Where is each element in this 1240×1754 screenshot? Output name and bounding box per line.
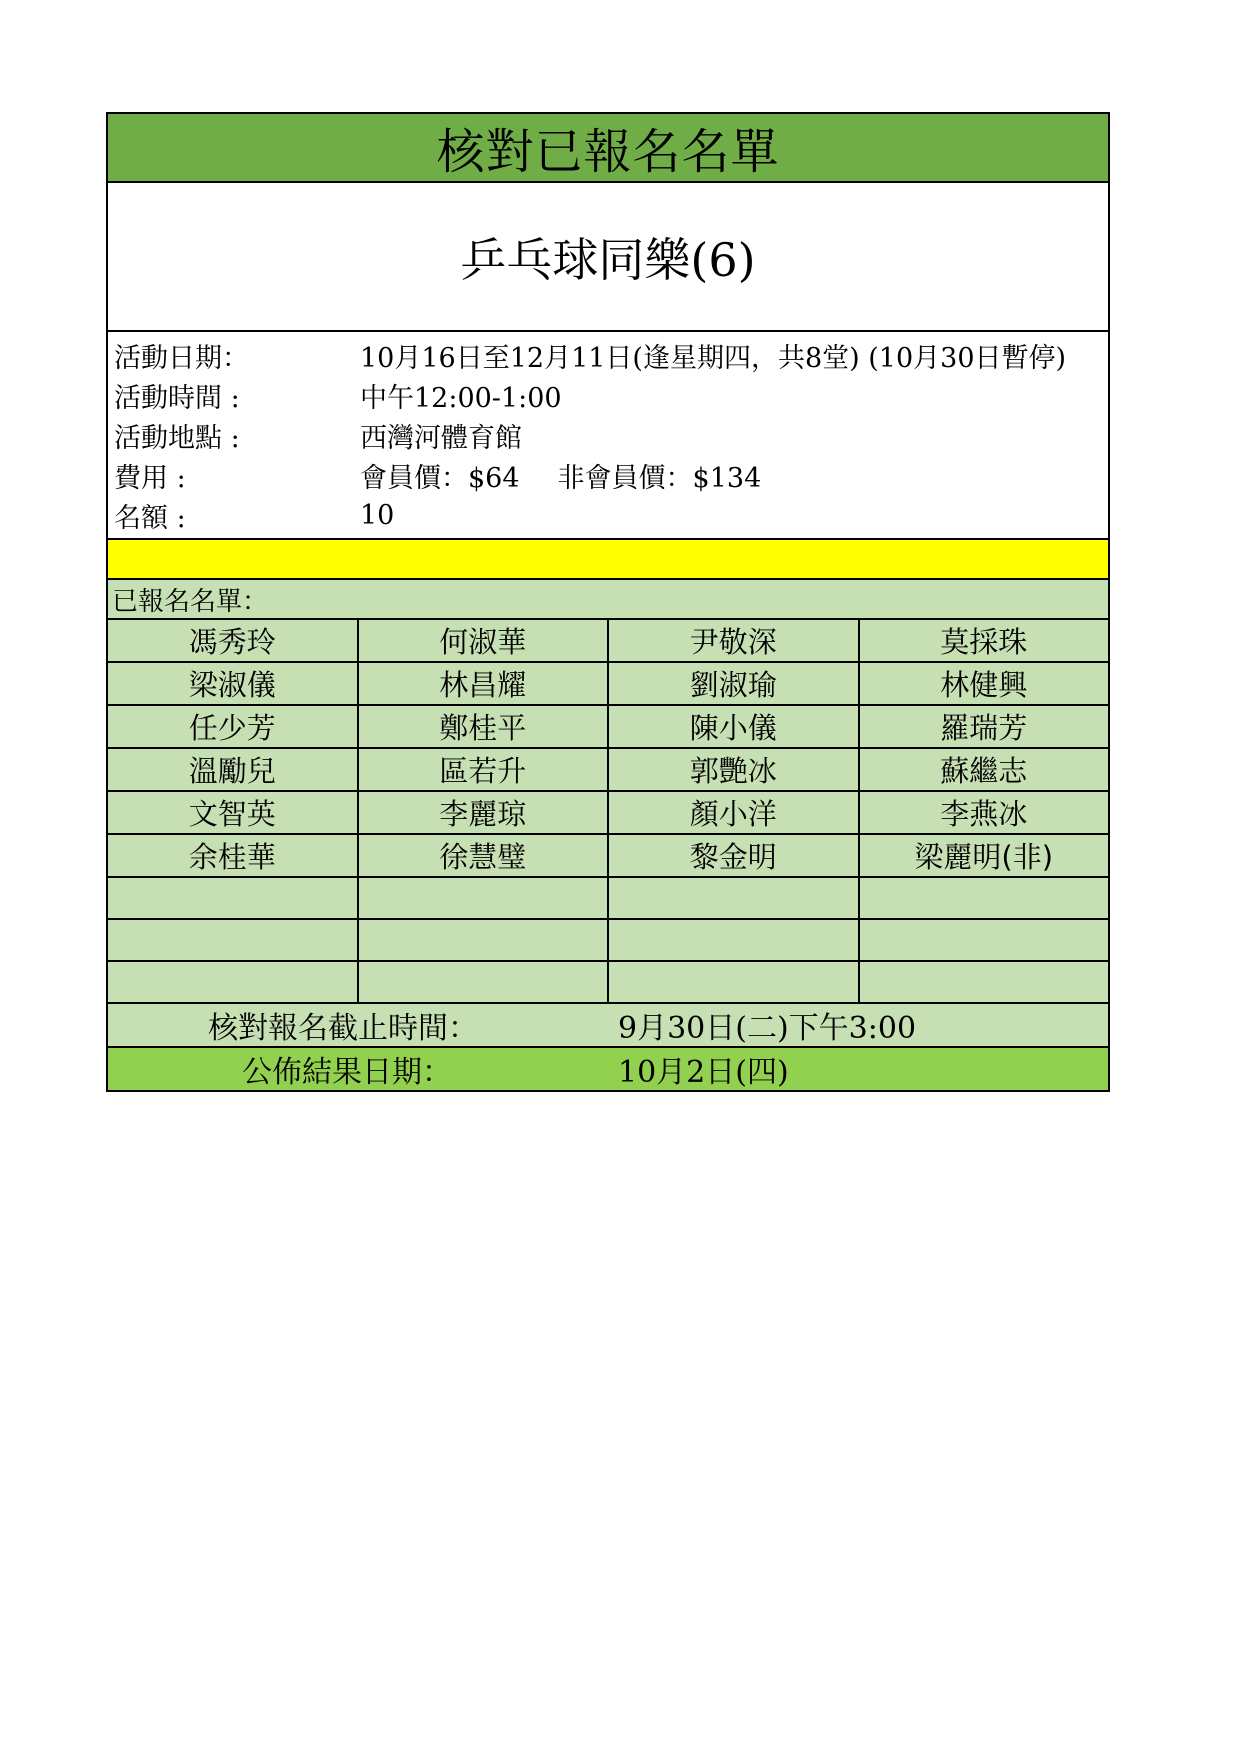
announce-value: 10月2日(四) — [618, 1055, 789, 1090]
empty-row — [107, 961, 1109, 1003]
name-cell: 鄭桂平 — [358, 705, 609, 748]
quota-label: 名額 : — [114, 502, 186, 534]
name-cell: 尹敬深 — [608, 619, 859, 662]
deadline-row — [106, 1004, 1110, 1048]
name-cell: 馮秀玲 — [107, 619, 358, 662]
name-cell: 劉淑瑜 — [608, 662, 859, 705]
name-cell: 何淑華 — [358, 619, 609, 662]
event-info — [106, 330, 1110, 538]
empty-cell — [859, 877, 1110, 919]
fee-value — [360, 456, 1108, 495]
name-cell: 黎金明 — [608, 834, 859, 877]
empty-cell — [107, 919, 358, 961]
name-cell: 莫採珠 — [859, 619, 1110, 662]
info-row-fee — [108, 455, 1108, 495]
name-cell: 陳小儀 — [608, 705, 859, 748]
table-row — [107, 834, 1109, 877]
name-cell: 徐慧璧 — [358, 834, 609, 877]
name-cell: 文智英 — [107, 791, 358, 834]
table-row — [107, 619, 1109, 662]
registered-names-table — [106, 618, 1110, 1004]
date-label: 活動日期： — [114, 342, 249, 374]
fee-label: 費用 : — [114, 462, 186, 494]
fee-member: 會員價：$64 — [360, 462, 520, 494]
date-value: 10月16日至12月11日(逢星期四，共8堂) (10月30日暫停) — [360, 342, 1067, 374]
name-cell: 區若升 — [358, 748, 609, 791]
venue-label: 活動地點 : — [114, 422, 240, 454]
empty-cell — [358, 961, 609, 1003]
fee-nonmember: 非會員價：$134 — [557, 462, 762, 494]
empty-cell — [608, 877, 859, 919]
empty-cell — [107, 877, 358, 919]
table-row — [107, 662, 1109, 705]
table-row — [107, 705, 1109, 748]
empty-row — [107, 877, 1109, 919]
highlight-band — [106, 538, 1110, 578]
empty-cell — [358, 919, 609, 961]
name-cell: 林健興 — [859, 662, 1110, 705]
deadline-value: 9月30日(二)下午3:00 — [618, 1011, 917, 1046]
name-cell: 梁淑儀 — [107, 662, 358, 705]
info-row-date — [108, 335, 1108, 375]
time-label: 活動時間 : — [114, 382, 240, 414]
empty-cell — [358, 877, 609, 919]
registered-list-label: 已報名名單： — [106, 578, 1110, 618]
empty-row — [107, 919, 1109, 961]
registration-sheet — [106, 112, 1110, 1092]
table-row — [107, 791, 1109, 834]
name-cell: 羅瑞芳 — [859, 705, 1110, 748]
name-cell: 李燕冰 — [859, 791, 1110, 834]
empty-cell — [859, 919, 1110, 961]
announce-row — [106, 1048, 1110, 1092]
name-cell: 梁麗明(非) — [859, 834, 1110, 877]
name-cell: 顏小洋 — [608, 791, 859, 834]
venue-value: 西灣河體育館 — [360, 422, 522, 454]
name-cell: 溫勵兒 — [107, 748, 358, 791]
name-cell: 郭艷冰 — [608, 748, 859, 791]
empty-cell — [107, 961, 358, 1003]
name-cell: 任少芳 — [107, 705, 358, 748]
deadline-label: 核對報名截止時間： — [208, 1011, 478, 1046]
name-cell: 李麗琼 — [358, 791, 609, 834]
name-cell: 蘇繼志 — [859, 748, 1110, 791]
info-row-time — [108, 375, 1108, 415]
info-row-quota — [108, 495, 1108, 535]
time-value: 中午12:00-1:00 — [360, 382, 562, 414]
announce-label: 公佈結果日期： — [242, 1055, 452, 1090]
quota-value: 10 — [360, 499, 395, 531]
table-row — [107, 748, 1109, 791]
info-row-venue — [108, 415, 1108, 455]
empty-cell — [608, 919, 859, 961]
name-cell: 余桂華 — [107, 834, 358, 877]
name-cell: 林昌耀 — [358, 662, 609, 705]
event-name: 乒乓球同樂(6) — [106, 183, 1110, 330]
empty-cell — [608, 961, 859, 1003]
sheet-title: 核對已報名名單 — [106, 112, 1110, 183]
empty-cell — [859, 961, 1110, 1003]
